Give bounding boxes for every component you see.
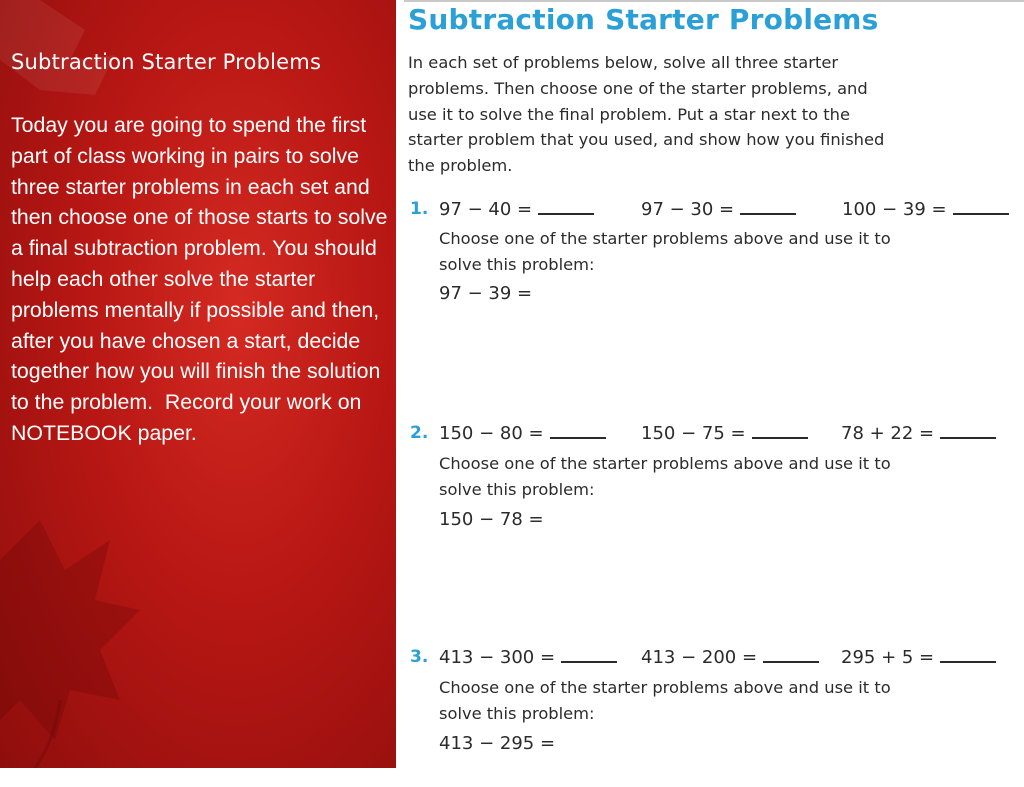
starter-row bbox=[408, 423, 1020, 449]
worksheet-title: Subtraction Starter Problems bbox=[408, 3, 879, 36]
problem-prompt: solve this problem: bbox=[439, 255, 595, 274]
final-problem: 413 − 295 = bbox=[439, 733, 556, 754]
starter-problem: 97 − 40 = bbox=[439, 199, 594, 220]
answer-blank[interactable] bbox=[752, 436, 808, 439]
slide-left-panel bbox=[0, 0, 396, 768]
final-problem: 150 − 78 = bbox=[439, 509, 544, 530]
problem-set-2 bbox=[408, 423, 1020, 563]
answer-blank[interactable] bbox=[561, 660, 617, 663]
answer-blank[interactable] bbox=[953, 212, 1009, 215]
top-divider bbox=[404, 0, 1024, 2]
problem-prompt: solve this problem: bbox=[439, 480, 595, 499]
answer-blank[interactable] bbox=[740, 212, 796, 215]
answer-blank[interactable] bbox=[940, 660, 996, 663]
starter-row bbox=[408, 199, 1020, 225]
slide-title: Subtraction Starter Problems bbox=[11, 50, 322, 74]
problem-prompt: Choose one of the starter problems above and use it to bbox=[439, 454, 891, 473]
starter-problem: 413 − 300 = bbox=[439, 647, 617, 668]
final-problem: 97 − 39 = bbox=[439, 283, 533, 304]
answer-blank[interactable] bbox=[940, 436, 996, 439]
starter-row bbox=[408, 647, 1020, 673]
answer-blank[interactable] bbox=[763, 660, 819, 663]
worksheet-panel bbox=[396, 0, 1024, 768]
starter-problem: 413 − 200 = bbox=[641, 647, 819, 668]
problem-number: 1. bbox=[410, 199, 429, 219]
starter-problem: 150 − 80 = bbox=[439, 423, 606, 444]
starter-problem: 150 − 75 = bbox=[641, 423, 808, 444]
problem-set-1 bbox=[408, 199, 1020, 339]
answer-blank[interactable] bbox=[538, 212, 594, 215]
problem-number: 2. bbox=[410, 423, 429, 443]
problem-prompt: Choose one of the starter problems above and use it to bbox=[439, 229, 891, 248]
starter-problem: 97 − 30 = bbox=[641, 199, 796, 220]
starter-problem: 295 + 5 = bbox=[841, 647, 996, 668]
starter-problem: 78 + 22 = bbox=[841, 423, 996, 444]
problem-prompt: Choose one of the starter problems above and use it to bbox=[439, 678, 891, 697]
slide-instructions: Today you are going to spend the first part of class working in pairs to solve three starter problems in each set and then choose one of those starts to solve a final subtraction problem. You should help each other solve the starter problems mentally if possible and then, after you have chosen a start, decide together how you will finish the solution to the problem. Record your work on NOTEBOOK paper. bbox=[11, 113, 394, 445]
problem-number: 3. bbox=[410, 647, 429, 667]
answer-blank[interactable] bbox=[550, 436, 606, 439]
starter-problem: 100 − 39 = bbox=[842, 199, 1009, 220]
worksheet-instructions: In each set of problems below, solve all three starter problems. Then choose one of the starter problems, and use it to solve the final problem. Put a star next to the starter problem that you used, and show how you finished the problem. bbox=[408, 53, 885, 176]
problem-prompt: solve this problem: bbox=[439, 704, 595, 723]
problem-set-3 bbox=[408, 647, 1020, 787]
